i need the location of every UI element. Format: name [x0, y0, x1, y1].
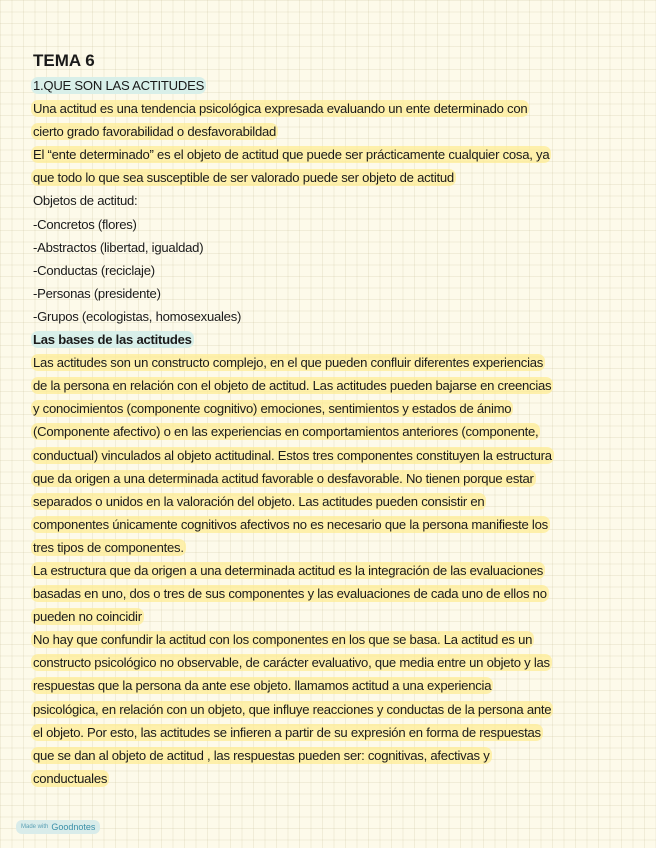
text-line-content: Una actitud es una tendencia psicológica expresada evaluando un ente determinado con: [33, 101, 528, 117]
text-line-content: (Componente afectivo) o en las experiencias en comportamientos anteriores (componente,: [33, 424, 539, 440]
text-line-content: componentes únicamente cognitivos afectivos no es necesario que la persona manifieste los: [33, 516, 548, 532]
text-line-content: conductual) vinculados al objeto actitudinal. Estos tres componentes constituyen la estructura: [33, 447, 552, 463]
text-line-content: cierto grado favorabilidad o desfavorabildad: [33, 124, 277, 140]
text-line-content: -Personas (presidente): [33, 285, 161, 301]
text-line: [33, 189, 625, 212]
section-heading-text: 1.QUE SON LAS ACTITUDES: [33, 78, 205, 93]
text-line: [33, 397, 625, 420]
section-heading: [33, 74, 625, 97]
text-line: [33, 236, 625, 259]
text-line-content: que todo lo que sea susceptible de ser valorado puede ser objeto de actitud: [33, 170, 454, 186]
text-block-bases: [33, 351, 625, 790]
text-line-content: constructo psicológico no observable, de carácter evaluativo, que media entre un objeto y las: [33, 655, 550, 671]
section-heading: [33, 328, 625, 351]
text-line: [33, 120, 625, 143]
text-line: [33, 374, 625, 397]
text-line: [33, 166, 625, 189]
text-line-content: que se dan al objeto de actitud , las respuestas pueden ser: cognitivas, afectivas y: [33, 747, 490, 763]
text-line-content: el objeto. Por esto, las actitudes se infieren a partir de su expresión en forma de respuestas: [33, 724, 541, 740]
text-line: [33, 651, 625, 674]
text-line: [33, 467, 625, 490]
goodnotes-logo-text: Goodnotes: [51, 822, 96, 832]
text-line-content: respuestas que la persona da ante ese objeto. llamamos actitud a una experiencia: [33, 678, 492, 694]
text-line: [33, 513, 625, 536]
text-line-content: -Abstractos (libertad, igualdad): [33, 239, 204, 255]
text-line-content: psicológica, en relación con un objeto, que influye reacciones y conductas de la persona ante: [33, 701, 552, 717]
text-line-content: y conocimientos (componente cognitivo) emociones, sentimientos y estados de ánimo: [33, 401, 512, 417]
page-title: TEMA 6: [33, 51, 95, 70]
text-line: [33, 444, 625, 467]
text-line-content: conductuales: [33, 770, 108, 786]
text-line: [33, 213, 625, 236]
text-line-content: Objetos de actitud:: [33, 193, 138, 209]
text-line: [33, 744, 625, 767]
text-line-content: tres tipos de componentes.: [33, 539, 184, 555]
text-line: [33, 490, 625, 513]
text-line-content: Las actitudes son un constructo complejo, en el que pueden confluir diferentes experiencias: [33, 355, 544, 371]
text-line: [33, 674, 625, 697]
text-line: [33, 767, 625, 790]
made-with-label: Made with: [21, 824, 49, 830]
text-line: [33, 282, 625, 305]
text-line: [33, 351, 625, 374]
text-line: [33, 559, 625, 582]
text-line-content: separados o unidos en la valoración del objeto. Las actitudes pueden consistir en: [33, 493, 485, 509]
text-line-content: No hay que confundir la actitud con los componentes en los que se basa. La actitud es un: [33, 632, 533, 648]
section-heading-text: Las bases de las actitudes: [33, 332, 192, 348]
page-content: [33, 50, 625, 790]
text-line: [33, 259, 625, 282]
text-line: [33, 97, 625, 120]
text-line-content: El “ente determinado” es el objeto de actitud que puede ser prácticamente cualquier cosa, ya: [33, 147, 550, 163]
goodnotes-badge: [16, 820, 100, 834]
text-line-content: -Grupos (ecologistas, homosexuales): [33, 308, 242, 324]
text-line: [33, 582, 625, 605]
text-line-content: de la persona en relación con el objeto de actitud. Las actitudes pueden bajarse en creencias: [33, 378, 552, 394]
text-line-content: -Conductas (reciclaje): [33, 262, 155, 278]
text-line-content: que da origen a una determinada actitud favorable o desfavorable. No tienen porque estar: [33, 470, 534, 486]
text-line: [33, 536, 625, 559]
text-line: [33, 605, 625, 628]
text-line-content: basadas en uno, dos o tres de sus componentes y las evaluaciones de cada uno de ellos no: [33, 586, 547, 602]
text-line-content: -Concretos (flores): [33, 216, 137, 232]
text-line-content: pueden no coincidir: [33, 609, 142, 625]
text-block-definition: [33, 97, 625, 328]
text-line: [33, 628, 625, 651]
text-line: [33, 143, 625, 166]
text-line: [33, 305, 625, 328]
text-line: [33, 698, 625, 721]
text-line: [33, 721, 625, 744]
text-line-content: La estructura que da origen a una determinada actitud es la integración de las evaluaciones: [33, 562, 544, 578]
text-line: [33, 420, 625, 443]
